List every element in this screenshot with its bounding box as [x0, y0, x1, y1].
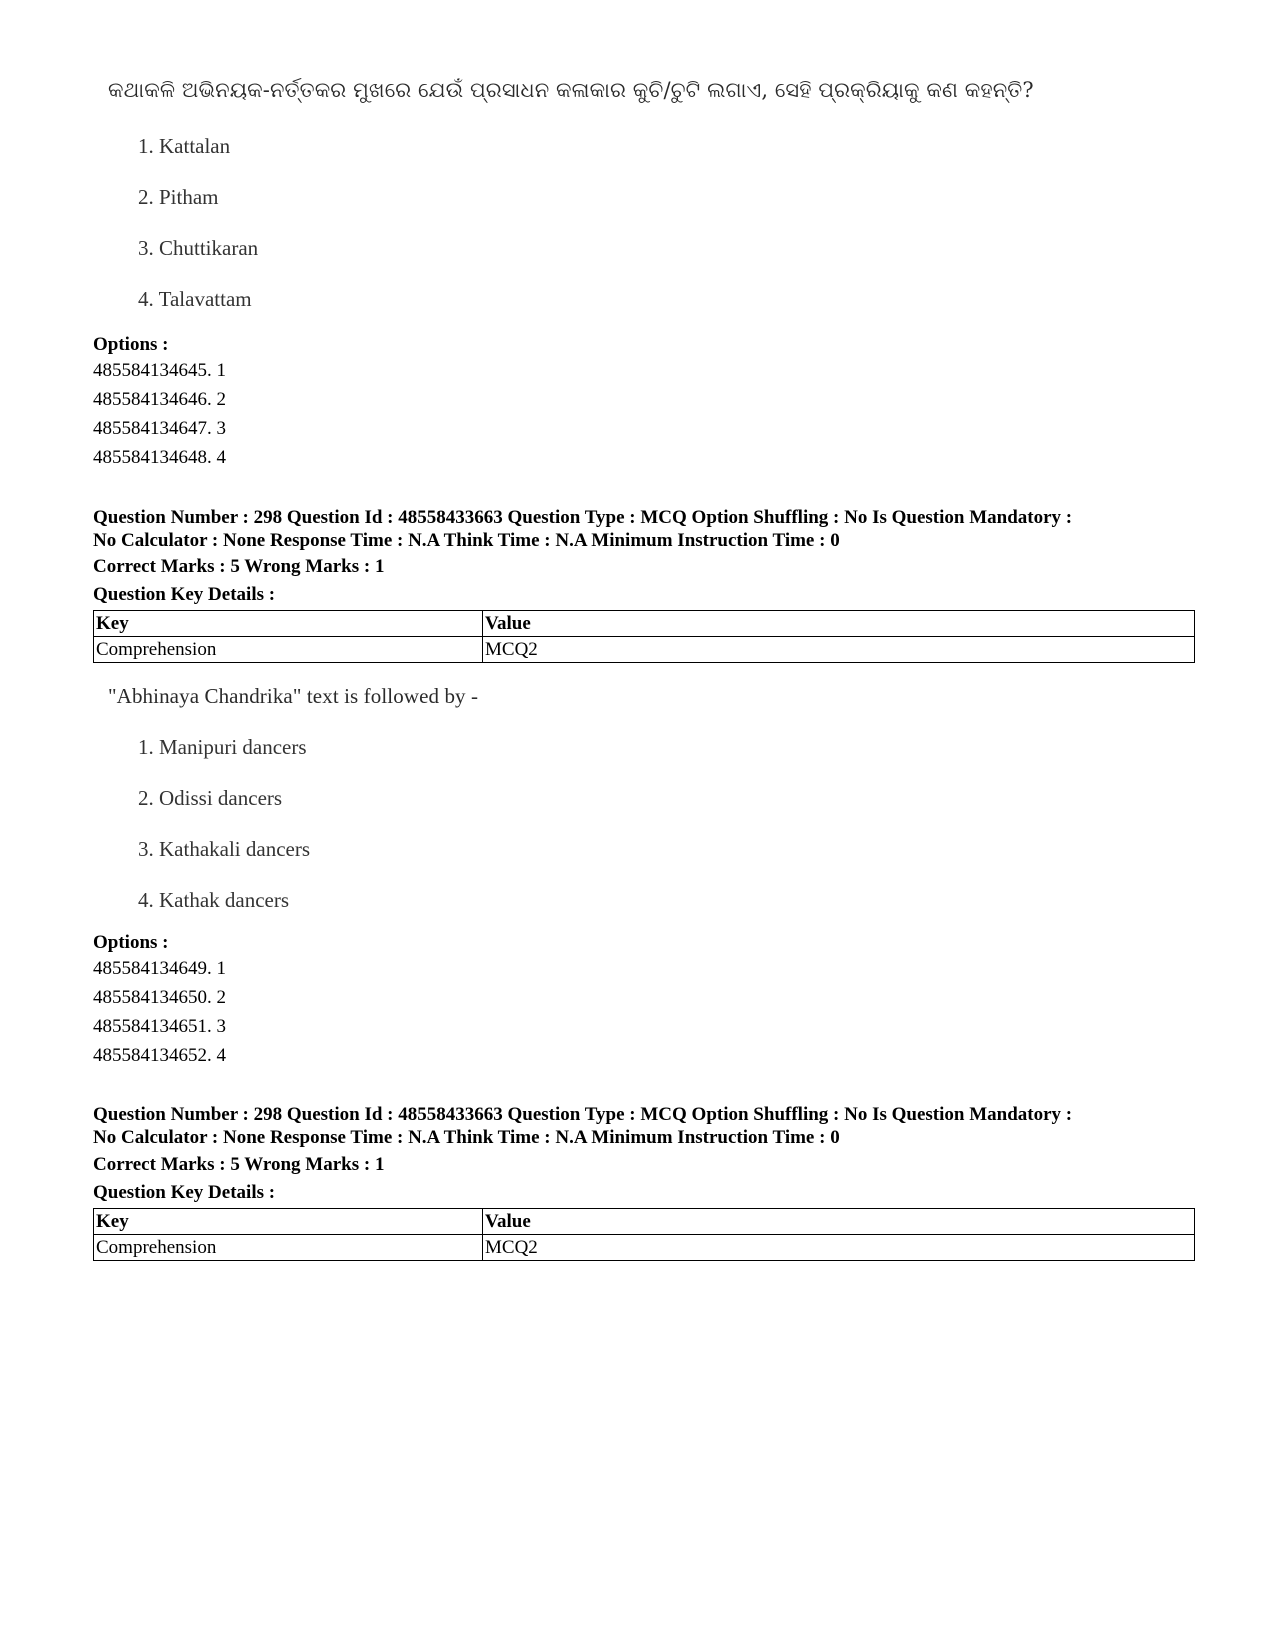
key-details-label: Question Key Details : — [93, 1182, 276, 1203]
option-item: 485584134650. 2 — [93, 987, 226, 1008]
options-label: Options : — [93, 932, 169, 953]
question-header — [93, 506, 1203, 552]
option-item: 485584134651. 3 — [93, 1016, 226, 1037]
choice-3: 3. Chuttikaran — [138, 236, 259, 260]
option-item: 485584134647. 3 — [93, 418, 226, 439]
options-list — [93, 954, 226, 1070]
table-header-value: Value — [483, 1209, 1195, 1235]
option-item: 485584134645. 1 — [93, 360, 226, 381]
choice-1: 1. Manipuri dancers — [138, 735, 307, 759]
table-cell-value: MCQ2 — [483, 1235, 1195, 1261]
question-text: "Abhinaya Chandrika" text is followed by - — [108, 684, 479, 708]
choice-3: 3. Kathakali dancers — [138, 837, 311, 861]
question-text: କଥାକଳି ଅଭିନୟକ-ନର୍ତ୍ତକର ମୁଖରେ ଯେଉଁ ପ୍ରସାଧନ କଳାକାର କୁଚି/ଚୁଟି ଲଗାଏ, ସେହି ପ୍ରକ୍ରିୟାକୁ କଣ କହନ୍ତି? — [108, 78, 1034, 102]
choice-4: 4. Talavattam — [138, 287, 252, 311]
options-label: Options : — [93, 334, 169, 355]
key-details-table — [93, 610, 1195, 663]
question-header — [93, 1103, 1203, 1149]
table-header-value: Value — [483, 611, 1195, 637]
table-cell-value: MCQ2 — [483, 637, 1195, 663]
table-header-row — [94, 1209, 1195, 1235]
marks-line: Correct Marks : 5 Wrong Marks : 1 — [93, 1154, 385, 1175]
table-cell-key: Comprehension — [94, 1235, 483, 1261]
table-row — [94, 1235, 1195, 1261]
choice-2: 2. Pitham — [138, 185, 219, 209]
choice-4: 4. Kathak dancers — [138, 888, 290, 912]
option-item: 485584134649. 1 — [93, 958, 226, 979]
option-item: 485584134648. 4 — [93, 447, 226, 468]
header-line: Question Number : 298 Question Id : 48558433663 Question Type : MCQ Option Shuffling : No Is Question Mandatory : — [93, 1104, 1073, 1125]
table-row — [94, 637, 1195, 663]
option-item: 485584134652. 4 — [93, 1045, 226, 1066]
header-line: No Calculator : None Response Time : N.A Think Time : N.A Minimum Instruction Time : 0 — [93, 1127, 840, 1148]
options-list — [93, 356, 226, 472]
table-header-key: Key — [94, 1209, 483, 1235]
header-line: Question Number : 298 Question Id : 48558433663 Question Type : MCQ Option Shuffling : No Is Question Mandatory : — [93, 507, 1073, 528]
option-item: 485584134646. 2 — [93, 389, 226, 410]
marks-line: Correct Marks : 5 Wrong Marks : 1 — [93, 556, 385, 577]
choice-1: 1. Kattalan — [138, 134, 231, 158]
table-header-key: Key — [94, 611, 483, 637]
table-header-row — [94, 611, 1195, 637]
question-image-1 — [108, 78, 1034, 311]
header-line: No Calculator : None Response Time : N.A Think Time : N.A Minimum Instruction Time : 0 — [93, 530, 840, 551]
question-image-2 — [108, 684, 479, 912]
key-details-table — [93, 1208, 1195, 1261]
table-cell-key: Comprehension — [94, 637, 483, 663]
choice-2: 2. Odissi dancers — [138, 786, 283, 810]
key-details-label: Question Key Details : — [93, 584, 276, 605]
